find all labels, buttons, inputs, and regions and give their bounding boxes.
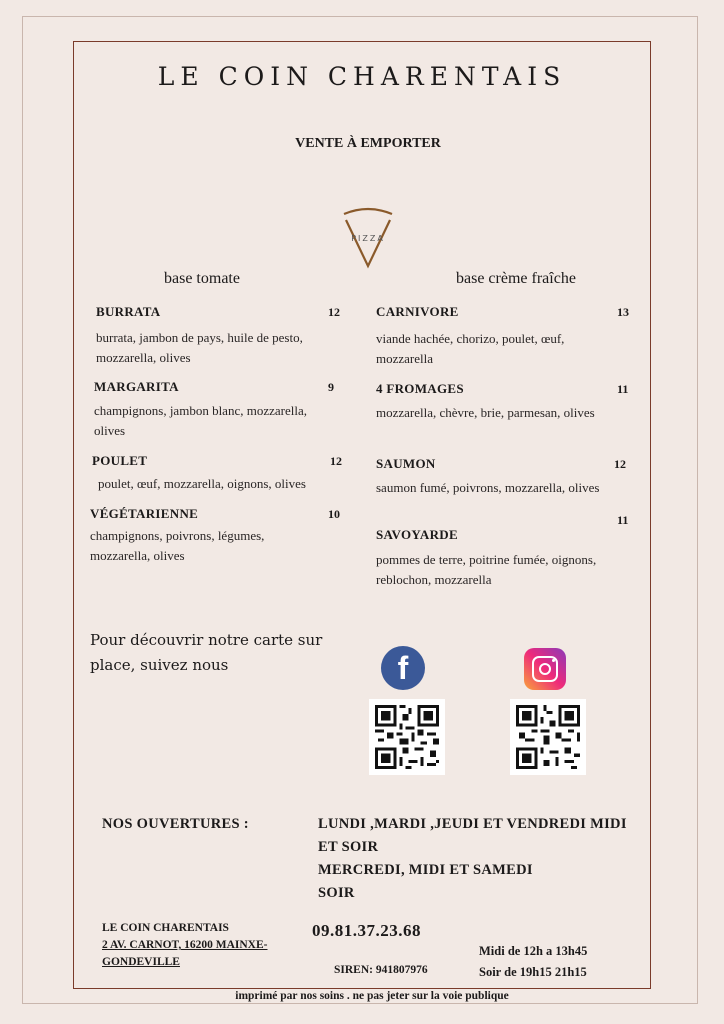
item-desc-savoyarde: pommes de terre, poitrine fumée, oignons, reblochon, mozzarella	[376, 552, 597, 587]
item-name-margarita: MARGARITA	[94, 379, 179, 394]
opening-days: LUNDI ,MARDI ,JEUDI ET VENDREDI MIDI ET SOIR MERCREDI, MIDI ET SAMEDI SOIR	[318, 816, 627, 901]
print-notice: imprimé par nos soins . ne pas jeter sur la voie publique	[235, 990, 509, 1002]
item-price-saumon: 12	[614, 457, 626, 471]
service-times: Midi de 12h a 13h45 Soir de 19h15 21h15	[479, 944, 588, 979]
item-price-poulet: 12	[330, 454, 342, 468]
item-desc-poulet: poulet, œuf, mozzarella, oignons, olives	[98, 476, 306, 491]
item-desc-burrata: burrata, jambon de pays, huile de pesto, mozzarella, olives	[96, 330, 303, 365]
footer-address-line1: 2 AV. CARNOT, 16200 MAINXE-	[102, 939, 268, 951]
item-name-vegetarienne: VÉGÉTARIENNE	[90, 506, 199, 521]
item-price-4-fromages: 11	[617, 382, 629, 396]
siren-number: SIREN: 941807976	[334, 964, 428, 976]
item-name-poulet: POULET	[92, 453, 148, 468]
item-name-burrata: BURRATA	[96, 304, 161, 319]
facebook-qr-code[interactable]	[369, 699, 445, 775]
phone-number[interactable]: 09.81.37.23.68	[312, 921, 421, 940]
footer-name: LE COIN CHARENTAIS	[102, 922, 229, 934]
footer-address	[102, 920, 268, 971]
takeaway-subtitle: VENTE À EMPORTER	[295, 136, 441, 151]
instagram-qr-code[interactable]	[510, 699, 586, 775]
item-name-4-fromages: 4 FROMAGES	[376, 381, 464, 396]
instagram-icon[interactable]	[524, 648, 566, 690]
item-desc-margarita: champignons, jambon blanc, mozzarella, olives	[94, 403, 307, 438]
item-name-savoyarde: SAVOYARDE	[376, 527, 458, 542]
restaurant-title: LE COIN CHARENTAIS	[157, 62, 567, 91]
base-creme-heading: base crème fraîche	[456, 270, 576, 287]
item-desc-4-fromages: mozzarella, chèvre, brie, parmesan, olives	[376, 405, 595, 420]
item-name-carnivore: CARNIVORE	[376, 304, 459, 319]
qr-pattern-facebook	[369, 699, 445, 775]
discover-text: Pour découvrir notre carte sur place, suivez nous	[90, 631, 323, 674]
facebook-icon[interactable]: f	[381, 646, 425, 690]
item-price-margarita: 9	[328, 380, 334, 394]
qr-pattern-instagram	[510, 699, 586, 775]
footer-address-line2: GONDEVILLE	[102, 956, 180, 968]
item-price-carnivore: 13	[617, 305, 629, 319]
pizza-icon-label: PIZZA	[351, 234, 385, 243]
base-tomate-heading: base tomate	[164, 270, 240, 287]
pizza-slice-icon	[341, 206, 395, 270]
item-name-saumon: SAUMON	[376, 456, 436, 471]
opening-hours-label: NOS OUVERTURES :	[102, 816, 249, 832]
item-price-savoyarde: 11	[617, 513, 629, 527]
item-desc-vegetarienne: champignons, poivrons, légumes, mozzarella, olives	[90, 528, 265, 563]
item-desc-carnivore: viande hachée, chorizo, poulet, œuf, mozzarella	[376, 331, 565, 366]
item-desc-saumon: saumon fumé, poivrons, mozzarella, olives	[376, 480, 600, 495]
item-price-burrata: 12	[328, 305, 340, 319]
item-price-vegetarienne: 10	[328, 507, 340, 521]
